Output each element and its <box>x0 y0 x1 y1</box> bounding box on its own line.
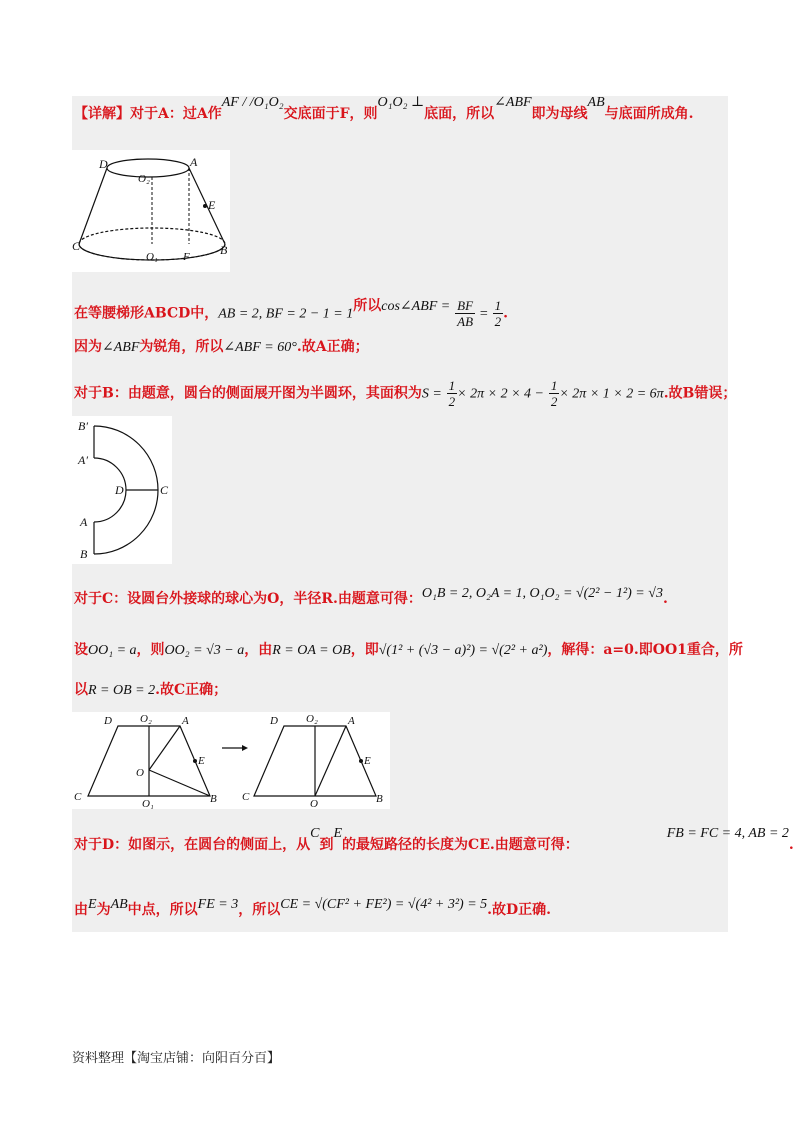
fig1-label-c: C <box>72 239 81 253</box>
fig2-label-a-prime: A′ <box>78 453 88 467</box>
fig3-right-label-a: A <box>348 715 355 727</box>
fig3-right-label-o2: O₂ <box>306 713 318 725</box>
fig3-right-label-b: B <box>376 793 383 805</box>
fig3-label-e: E <box>198 755 205 767</box>
fig3-label-o2: O₂ <box>140 713 152 725</box>
solution-line-1: 【详解】对于A：过A作AF / /O₁O₂交底面于F，则O₁O₂ ⊥底面，所以∠ABF即为母线AB与底面所成角. <box>74 95 694 122</box>
fig3-label-o: O <box>136 767 144 779</box>
annulus-figure <box>72 416 172 564</box>
fig1-label-a: A <box>190 155 198 169</box>
fig3-label-b: B <box>210 793 217 805</box>
solution-line-9: 由E为AB中点，所以FE = 3，所以CE = √(CF² + FE²) = √(4² + 3²) = 5.故D正确. <box>74 897 552 918</box>
fig2-label-c: C <box>160 483 169 497</box>
math-af-parallel: AF / /O₁O₂ <box>221 95 284 110</box>
fig3-right-label-o: O <box>310 798 318 809</box>
math-angle-abf: ∠ABF <box>494 95 532 110</box>
fig2-label-d: D <box>115 483 124 497</box>
footer-source: 资料整理【淘宝店铺：向阳百分百】 <box>72 1051 281 1066</box>
math-ab: AB <box>587 95 605 110</box>
solution-line-2: 在等腰梯形ABCD中，AB = 2, BF = 2 − 1 = 1所以cos∠ABF = $\frac{BF}{AB}$ = $\frac{1}{2}$ . <box>74 297 509 329</box>
math-ab-bf: AB = 2, BF = 2 − 1 = 1 <box>218 306 354 322</box>
frac-one-half: $\frac{1}{2}$ <box>494 298 502 329</box>
fig2-label-b-prime: B′ <box>78 419 88 433</box>
math-cos: cos∠ABF = <box>381 298 451 314</box>
solution-line-8: 对于D：如图示，在圆台的侧面上，从C到E的最短路径的长度为CE.由题意可得：FB = FC = 4, AB = 2. <box>74 826 794 853</box>
solution-line-3: 因为∠ABF为锐角，所以∠ABF = 60°.故A正确； <box>74 339 369 355</box>
fig3-label-c: C <box>74 791 82 803</box>
fig1-label-o1: O₁ <box>146 251 158 263</box>
trapezoid-figure <box>72 712 390 809</box>
frac-bf-ab: $\frac{BF}{AB}$ <box>457 298 474 329</box>
fig3-label-o1: O₁ <box>142 798 154 809</box>
fig2-label-b: B <box>80 547 88 561</box>
fig3-label-d: D <box>104 715 112 727</box>
solution-line-7: 以R = OB = 2.故C正确； <box>74 682 228 698</box>
solution-line-4: 对于B：由题意，圆台的侧面展开图为半圆环，其面积为S = $\frac{1}{2}$ × 2π × 2 × 4 − $\frac{1}{2}$ × 2π × 1 × 2 = 6π.故B错误； <box>74 378 737 409</box>
fig1-label-f: F <box>183 251 190 263</box>
fig3-label-a: A <box>182 715 189 727</box>
fig3-right-label-c: C <box>242 791 250 803</box>
fig1-label-d: D <box>99 157 108 171</box>
fig3-right-label-d: D <box>270 715 278 727</box>
solution-line-5: 对于C：设圆台外接球的球心为O，半径R.由题意可得：O₁B = 2, O₂A = 1, O₁O₂ = √(2² − 1²) = √3. <box>74 586 668 607</box>
math-o1o2-perp: O₁O₂ ⊥ <box>377 95 425 110</box>
fig1-label-e: E <box>208 198 216 212</box>
fig3-right-label-e: E <box>364 755 371 767</box>
solution-line-6: 设OO₁ = a，则OO₂ = √3 − a，由R = OA = OB，即√(1² + (√3 − a)²) = √(2² + a²)，解得：a=0.即OO1重合，所 <box>74 642 743 658</box>
fig1-label-b: B <box>220 243 228 257</box>
fig1-label-o2: O₂ <box>138 173 150 185</box>
fig2-label-a: A <box>80 515 88 529</box>
frustum-figure <box>72 150 230 272</box>
